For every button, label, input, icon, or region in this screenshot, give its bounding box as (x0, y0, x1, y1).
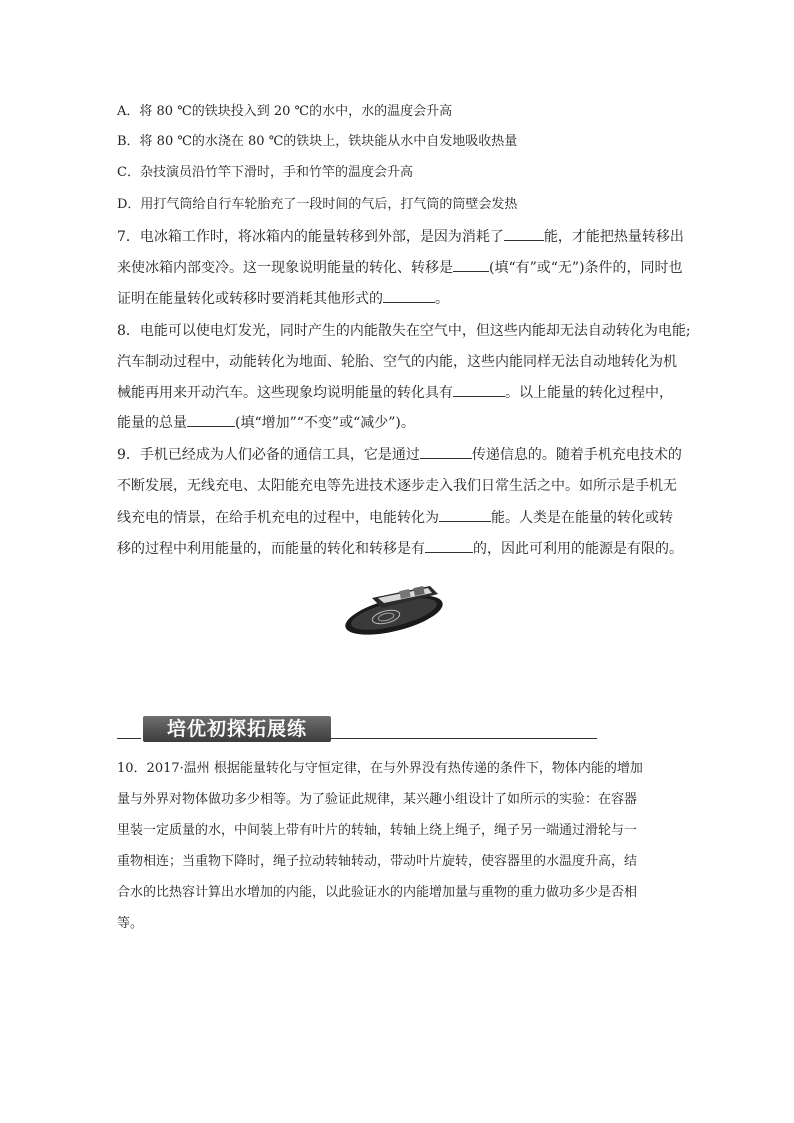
q7-text-3b: 。 (435, 291, 449, 307)
question-7-line-2 (117, 259, 682, 277)
q8-text-4b: (填“增加”“不变”或“减少”)。 (235, 415, 415, 431)
question-7-line-3 (117, 290, 682, 308)
question-10-line-6: 等。 (117, 916, 144, 931)
question-8-line-3 (117, 384, 682, 402)
question-10-line-3: 里装一定质量的水，中间装上带有叶片的转轴，转轴上绕上绳子，绳子另一端通过滑轮与一 (117, 823, 638, 838)
question-9-line-3 (117, 509, 682, 527)
q9-text-1a: 9．手机已经成为人们必备的通信工具，它是通过 (117, 447, 420, 463)
question-10-line-1: 10．2017·温州 根据能量转化与守恒定律，在与外界没有热传递的条件下，物体内能的增加 (117, 761, 643, 776)
answer-blank (453, 259, 489, 272)
option-c: C．杂技演员沿竹竿下滑时，手和竹竿的温度会升高 (117, 165, 413, 180)
question-9-line-4 (117, 540, 682, 558)
section-banner (117, 716, 597, 742)
wireless-charging-phone-image (342, 584, 447, 636)
q8-text-3a: 械能再用来开动汽车。这些现象均说明能量的转化具有 (117, 385, 453, 401)
answer-blank (453, 384, 505, 397)
answer-blank (383, 290, 435, 303)
answer-blank (425, 540, 473, 553)
question-10-line-5: 合水的比热容计算出水增加的内能，以此验证水的内能增加量与重物的重力做功多少是否相 (117, 885, 638, 900)
q8-text-4a: 能量的总量 (117, 415, 187, 431)
question-8-line-4 (117, 414, 682, 432)
q9-text-4a: 移的过程中利用能量的，而能量的转化和转移是有 (117, 541, 425, 557)
q7-text-1b: 能，才能把热量转移出 (543, 229, 684, 245)
option-a: A．将 80 ℃的铁块投入到 20 ℃的水中，水的温度会升高 (117, 104, 453, 119)
q9-text-4b: 的，因此可利用的能源是有限的。 (473, 541, 683, 557)
answer-blank (420, 446, 472, 459)
question-8-line-1: 8．电能可以使电灯发光，同时产生的内能散失在空气中，但这些内能却无法自动转化为电能; (117, 323, 691, 339)
question-9-line-1 (117, 446, 682, 464)
banner-rule-left (117, 738, 141, 739)
q7-text-2a: 来使冰箱内部变冷。这一现象说明能量的转化、转移是 (117, 260, 453, 276)
question-8-line-2: 汽车制动过程中，动能转化为地面、轮胎、空气的内能，这些内能同样无法自动地转化为机 (117, 354, 677, 370)
answer-blank (504, 228, 544, 241)
answer-blank (187, 414, 235, 427)
q7-text-1a: 7．电冰箱工作时，将冰箱内的能量转移到外部，是因为消耗了 (117, 229, 504, 245)
banner-rule-right (331, 738, 597, 739)
q9-text-3a: 线充电的情景，在给手机充电的过程中，电能转化为 (117, 510, 439, 526)
answer-blank (439, 509, 491, 522)
q7-text-2b: (填“有”或“无”)条件的，同时也 (489, 260, 683, 276)
question-10-line-4: 重物相连；当重物下降时，绳子拉动转轴转动，带动叶片旋转，使容器里的水温度升高，结 (117, 854, 638, 869)
section-title: 培优初探拓展练 (143, 716, 331, 742)
q8-text-3b: 。以上能量的转化过程中， (505, 385, 673, 401)
question-7-line-1 (117, 228, 682, 246)
question-9-line-2: 不断发展，无线充电、太阳能充电等先进技术逐步走入我们日常生活之中。如所示是手机无 (117, 478, 677, 494)
q9-text-3b: 能。人类是在能量的转化或转 (491, 510, 673, 526)
q9-text-1b: 传递信息的。随着手机充电技术的 (471, 447, 682, 463)
option-d: D．用打气筒给自行车轮胎充了一段时间的气后，打气筒的筒壁会发热 (117, 197, 518, 212)
option-b: B．将 80 ℃的水浇在 80 ℃的铁块上，铁块能从水中自发地吸收热量 (117, 134, 518, 149)
question-10-line-2: 量与外界对物体做功多少相等。为了验证此规律，某兴趣小组设计了如所示的实验：在容器 (117, 792, 638, 807)
q7-text-3a: 证明在能量转化或转移时要消耗其他形式的 (117, 291, 383, 307)
